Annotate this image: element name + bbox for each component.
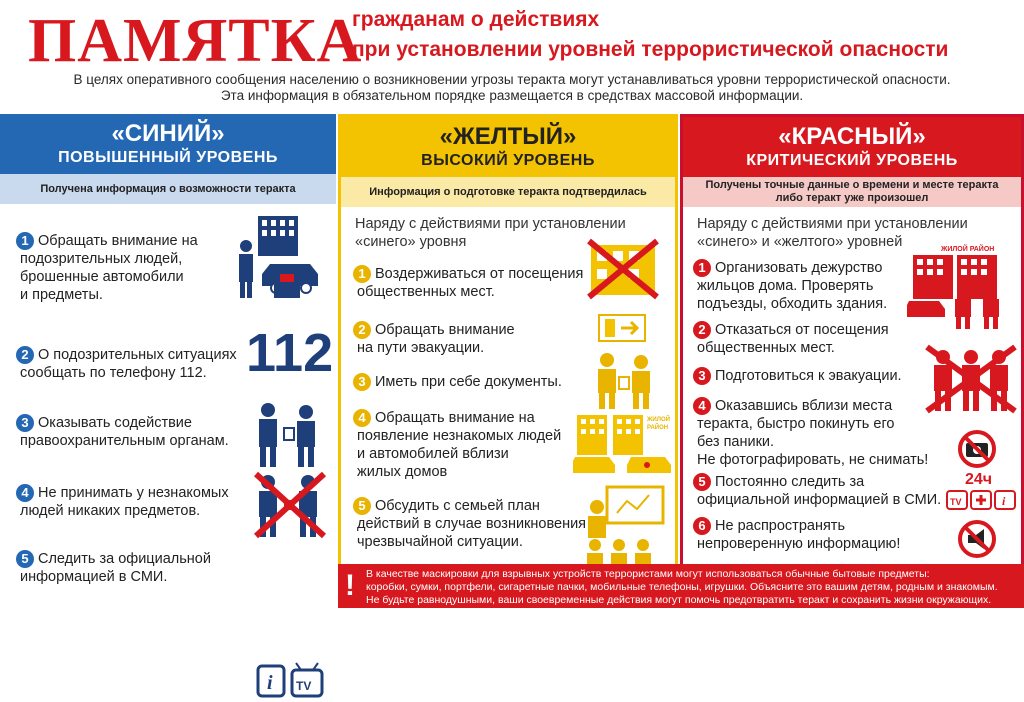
number-badge: 1 [693, 259, 711, 277]
no-crowds-icon [923, 343, 1019, 415]
blue-level-description: ПОВЫШЕННЫЙ УРОВЕНЬ [58, 149, 278, 166]
residential-area-cars-icon [573, 409, 673, 477]
blue-level-name: «СИНИЙ» [111, 120, 225, 147]
no-public-places-icon [585, 237, 661, 301]
number-badge: 2 [353, 321, 371, 339]
emergency-phone-number: 112 [246, 323, 334, 383]
number-badge: 2 [693, 321, 711, 339]
no-rumors-icon [957, 519, 997, 559]
district-label: ЖИЛОЙ РАЙОН [941, 246, 995, 253]
yellow-level-header [341, 117, 675, 177]
red-level-name: «КРАСНЫЙ» [778, 123, 926, 150]
number-badge: 2 [16, 346, 34, 364]
exit-sign-icon [597, 313, 647, 343]
blue-level-header [0, 114, 336, 174]
suspicious-person-car-icon [230, 214, 330, 304]
yellow-lead-text: Наряду с действиями при установлении «синего» уровня [355, 216, 626, 250]
media-channels-icon [945, 489, 1019, 513]
red-level-column [680, 114, 1024, 568]
number-badge: 5 [16, 550, 34, 568]
red-level-description: КРИТИЧЕСКИЙ УРОВЕНЬ [746, 152, 958, 169]
red-level-header [683, 117, 1021, 177]
number-badge: 1 [353, 265, 371, 283]
page-title: ПАМЯТКА [28, 7, 363, 75]
no-accepting-items-icon [252, 470, 328, 540]
svg-text:i: i [267, 672, 273, 694]
header [0, 0, 1024, 112]
media-info-tv-icon [256, 662, 326, 702]
yellow-item-3: 3 Иметь при себе документы. [353, 373, 562, 391]
red-lead-text: Наряду с действиями при установлении «синего» и «желтого» уровней [697, 216, 968, 250]
red-item-3: 3 Подготовиться к эвакуации. [693, 367, 902, 385]
red-item-4: 4 Оказавшись вблизи места теракта, быстро покинуть его без паники. Не фотографировать, не снимать! [693, 397, 928, 469]
number-badge: 5 [693, 473, 711, 491]
red-item-1: 1 Организовать дежурство жильцов дома. Проверять подъезды, обходить здания. [693, 259, 887, 313]
yellow-level-description: ВЫСОКИЙ УРОВЕНЬ [421, 152, 595, 169]
red-item-6: 6 Не распространять непроверенную информацию! [693, 517, 900, 553]
intro-line1: В целях оперативного сообщения населению о возникновении угрозы теракта могут устанавливаться уровни террористической опасности. [73, 72, 951, 87]
intro-line2: Эта информация в обязательном порядке размещается в средствах массовой информации. [220, 88, 804, 103]
yellow-item-4: 4 Обращать внимание на появление незнакомых людей и автомобилей вблизи жилых домов [353, 409, 561, 481]
yellow-level-info: Информация о подготовке теракта подтвердилась [341, 177, 675, 207]
number-badge: 3 [693, 367, 711, 385]
family-plan-icon [579, 483, 667, 567]
number-badge: 4 [693, 397, 711, 415]
yellow-item-2: 2 Обращать внимание на пути эвакуации. [353, 321, 515, 357]
yellow-item-5: 5 Обсудить с семьей план действий в случае возникновения чрезвычайной ситуации. [353, 497, 586, 551]
blue-level-info: Получена информация о возможности теракта [0, 174, 336, 204]
blue-level-column [0, 114, 336, 694]
blue-item-3: 3 Оказывать содействие правоохранительным органам. [16, 414, 229, 450]
warning-banner [338, 564, 1024, 608]
yellow-level-name: «ЖЕЛТЫЙ» [439, 123, 577, 150]
svg-text:TV: TV [950, 497, 962, 507]
number-badge: 3 [16, 414, 34, 432]
blue-item-5: 5 Следить за официальной информацией в СМИ. [16, 550, 211, 586]
residential-patrol-icon [907, 241, 1021, 331]
police-assistance-icon [252, 400, 328, 470]
number-badge: 6 [693, 517, 711, 535]
number-badge: 4 [16, 484, 34, 502]
svg-text:i: i [1002, 494, 1006, 508]
warning-text: В качестве маскировки для взрывных устройств террористами могут использоваться обычные бытовые предметы: коробки, сумки, портфели, сигаретные пачки, мобильные телефоны, игрушки. Объясните это вашим детям, родным и знакомым. Не будьте равнодушными, ваши своевременные действия могут помочь предотвратить теракт и сохранить жизни окружающих. [366, 568, 998, 606]
svg-text:РАЙОН: РАЙОН [647, 425, 669, 431]
blue-item-4: 4 Не принимать у незнакомых людей никаких предметов. [16, 484, 229, 520]
badge-24h: 24ч [965, 471, 993, 488]
number-badge: 3 [353, 373, 371, 391]
svg-text:TV: TV [296, 679, 312, 693]
number-badge: 4 [353, 409, 371, 427]
blue-item-2: 2 О подозрительных ситуациях сообщать по телефону 112. [16, 346, 237, 382]
blue-item-1: 1 Обращать внимание на подозрительных людей, брошенные автомобили и предметы. [16, 232, 198, 304]
red-level-info: Получены точные данные о времени и месте теракта либо теракт уже произошел [683, 177, 1021, 207]
red-item-5: 5 Постоянно следить за официальной информацией в СМИ. [693, 473, 941, 509]
warning-icon: ! [345, 569, 355, 602]
number-badge: 5 [353, 497, 371, 515]
red-item-2: 2 Отказаться от посещения общественных мест. [693, 321, 889, 357]
yellow-item-1: 1 Воздерживаться от посещения общественных мест. [353, 265, 583, 301]
intro-text [10, 72, 1014, 104]
yellow-level-column [338, 114, 678, 568]
number-badge: 1 [16, 232, 34, 250]
page-subtitle-line1: гражданам о действиях [352, 8, 600, 31]
district-label: ЖИЛОЙ [647, 417, 670, 423]
page-subtitle-line2: при установлении уровней террористической опасности [352, 38, 949, 61]
no-photo-icon [957, 429, 997, 469]
documents-check-icon [591, 351, 661, 411]
